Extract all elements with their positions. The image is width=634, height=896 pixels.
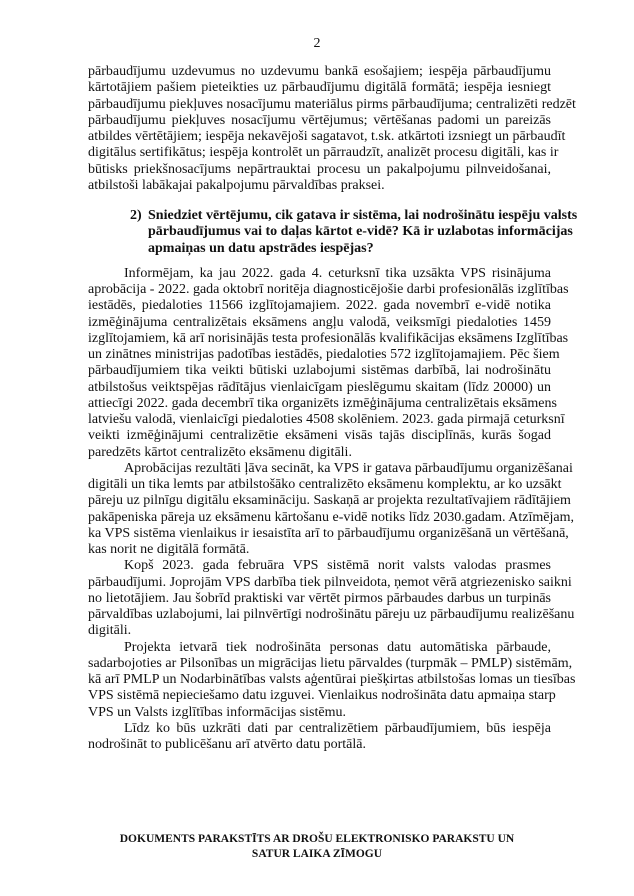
question-line: pārbaudījumus vai to daļas kārtot e-vidē? Kā ir uzlabotas informācijas — [148, 224, 573, 240]
text-line: pāreju uz pilnīgu digitālu eksamināciju. Saskaņā ar projekta rezultatīvajiem rādītājiem — [88, 493, 571, 509]
document-body — [88, 64, 578, 753]
question-line: apmaiņas un datu apstrādes iespējas? — [148, 240, 374, 256]
text-line: Aprobācijas rezultāti ļāva secināt, ka VPS ir gatava pārbaudījumu organizēšanai — [124, 460, 573, 476]
text-line: VPS un Valsts izglītības informācijas sistēmu. — [88, 704, 346, 720]
paragraph — [88, 64, 576, 194]
footer-line: SATUR LAIKA ZĪMOGU — [251, 848, 383, 860]
text-line: ka VPS sistēma vienlaikus ir iesaistīta arī to pārbaudījumu organizēšanā un vērtēšanā, — [88, 525, 569, 541]
text-line: digitālus sertifikātus; iespēja kontrolēt un pārraudzīt, analizēt procesu digitāli, kas ir — [88, 145, 559, 161]
paragraph — [88, 265, 569, 461]
question-text — [148, 208, 578, 257]
text-line: izmēģinājuma centralizētais eksāmens angļu valodā, veiksmīgi piedaloties 1459 — [88, 314, 551, 330]
text-line: atbilstošus veiktspējas rādītājus vienlaicīgam pieslēgumu skaitam (līdz 20000) un — [88, 379, 551, 395]
paragraph — [88, 460, 574, 559]
text-line: kārtotājiem pašiem pieteikties uz pārbaudījumu digitālā formātā; iespēja iesniegt — [88, 80, 551, 96]
text-line: pakāpeniska pāreja uz eksāmenu kārtošanu e-vidē notiks līdz 2030.gadam. Atzīmējam, — [88, 509, 574, 525]
text-line: pārbaudījumiem tika veikti būtiski uzlabojumi sistēmas darbībā, lai nodrošinātu — [88, 363, 551, 379]
text-line: pārbaudījumi. Joprojām VPS darbība tiek pilnveidota, ņemot vērā atgriezenisko saikni — [88, 574, 572, 590]
paragraphs-after — [88, 265, 576, 754]
signature-footer — [0, 832, 634, 862]
text-line: pārvaldības uzlabojumi, lai pilnvērtīgi nodrošinātu pāreju uz pārbaudījumu realizēšanu — [88, 607, 575, 622]
text-line: pārbaudījumu piekļuves nosacījumu materiālus pirms pārbaudījuma; centralizēti redzēt — [88, 96, 576, 112]
paragraphs-before — [88, 64, 576, 194]
text-line: Kopš 2023. gada februāra VPS sistēmā norit valsts valodas prasmes — [124, 558, 551, 574]
text-line: nodrošināt to publicēšanu arī atvērto datu portālā. — [88, 737, 366, 752]
paragraph — [88, 639, 576, 721]
paragraph — [88, 721, 551, 754]
text-line: kas norit ne digitālā formātā. — [88, 542, 250, 557]
text-line: iestādēs, piedaloties 11566 izglītojamajiem. 2022. gada novembrī e-vidē notika — [88, 298, 551, 314]
text-line: veikti izmēģinājumi centralizētie eksāmeni visās tajās disciplīnās, kurās šogad — [88, 428, 551, 444]
text-line: pārbaudījumu piekļuves nosacījumu vērtējumus; vērtēšanas padomi un pareizās — [88, 112, 551, 128]
question-line: Sniedziet vērtējumu, cik gatava ir sistēma, lai nodrošinātu iespēju valsts — [148, 208, 578, 223]
text-line: digitāli. — [88, 623, 132, 639]
footer-line: DOKUMENTS PARAKSTĪTS AR DROŠU ELEKTRONISKO PARAKSTU UN — [119, 833, 515, 845]
text-line: no lietotājiem. Jau šobrīd praktiski var vērtēt pirmos pārbaudes darbus un turpinās — [88, 590, 551, 606]
text-line: būtisks priekšnosacījums nepārtrauktai procesu un pakalpojumu pilnveidošanai, — [88, 161, 551, 177]
text-line: VPS sistēmā nepieciešamo datu izguvei. Vienlaikus nodrošināta datu apmaiņa starp — [88, 688, 556, 704]
question-number: 2) — [130, 208, 142, 223]
text-line: atbildes vērtētājiem; iespēja nekavējoši sagatavot, t.sk. atkārtoti izsniegt un pārbaudīt — [88, 129, 566, 144]
text-line: pārbaudījumu uzdevumus no uzdevumu bankā esošajiem; iespēja pārbaudījumu — [88, 64, 551, 79]
text-line: izglītojamiem, kā arī norisinājās testa profesionālās kvalifikācijas eksāmens Izglītības — [88, 330, 569, 346]
text-line: latviešu valodā, vienlaicīgi piedaloties 4508 skolēniem. 2023. gada pirmajā ceturksnī — [88, 412, 565, 427]
question-heading — [88, 208, 578, 257]
text-line: sadarbojoties ar Pilsonības un migrācijas lietu pārvaldes (turpmāk – PMLP) sistēmām, — [88, 655, 573, 671]
page-number: 2 — [313, 36, 321, 51]
text-line: un zinātnes ministrijas padotības iestādēs, piedaloties 572 izglītojamajiem. Pēc šiem — [88, 347, 560, 362]
text-line: paredzēts kārtot centralizēto eksāmenu digitāli. — [88, 444, 352, 460]
text-line: Līdz ko būs uzkrāti dati par centralizētiem pārbaudījumiem, būs iespēja — [124, 720, 551, 736]
text-line: digitāli un tika lemts par atbilstošāko centralizēto eksāmenu komplektu, ar ko uzsākt — [88, 477, 562, 492]
text-line: atbilstoši labākajai pakalpojumu pārvaldības praksei. — [88, 177, 385, 193]
text-line: aprobācija - 2022. gada oktobrī noritēja diagnosticējošie darbi profesionālās izglītības — [88, 282, 569, 297]
text-line: kā arī PMLP un Nodarbinātības valsts aģentūrai piešķirtas atbilstošas lomas un tiesības — [88, 672, 576, 687]
text-line: attiecīgi 2022. gada decembrī tika organizēts izmēģinājuma centralizētais eksāmens — [88, 395, 557, 411]
text-line: Informējam, ka jau 2022. gada 4. ceturksnī tika uzsākta VPS risinājuma — [124, 265, 551, 281]
text-line: Projekta ietvarā tiek nodrošināta personas datu automātiska pārbaude, — [124, 639, 551, 655]
paragraph — [88, 558, 575, 639]
